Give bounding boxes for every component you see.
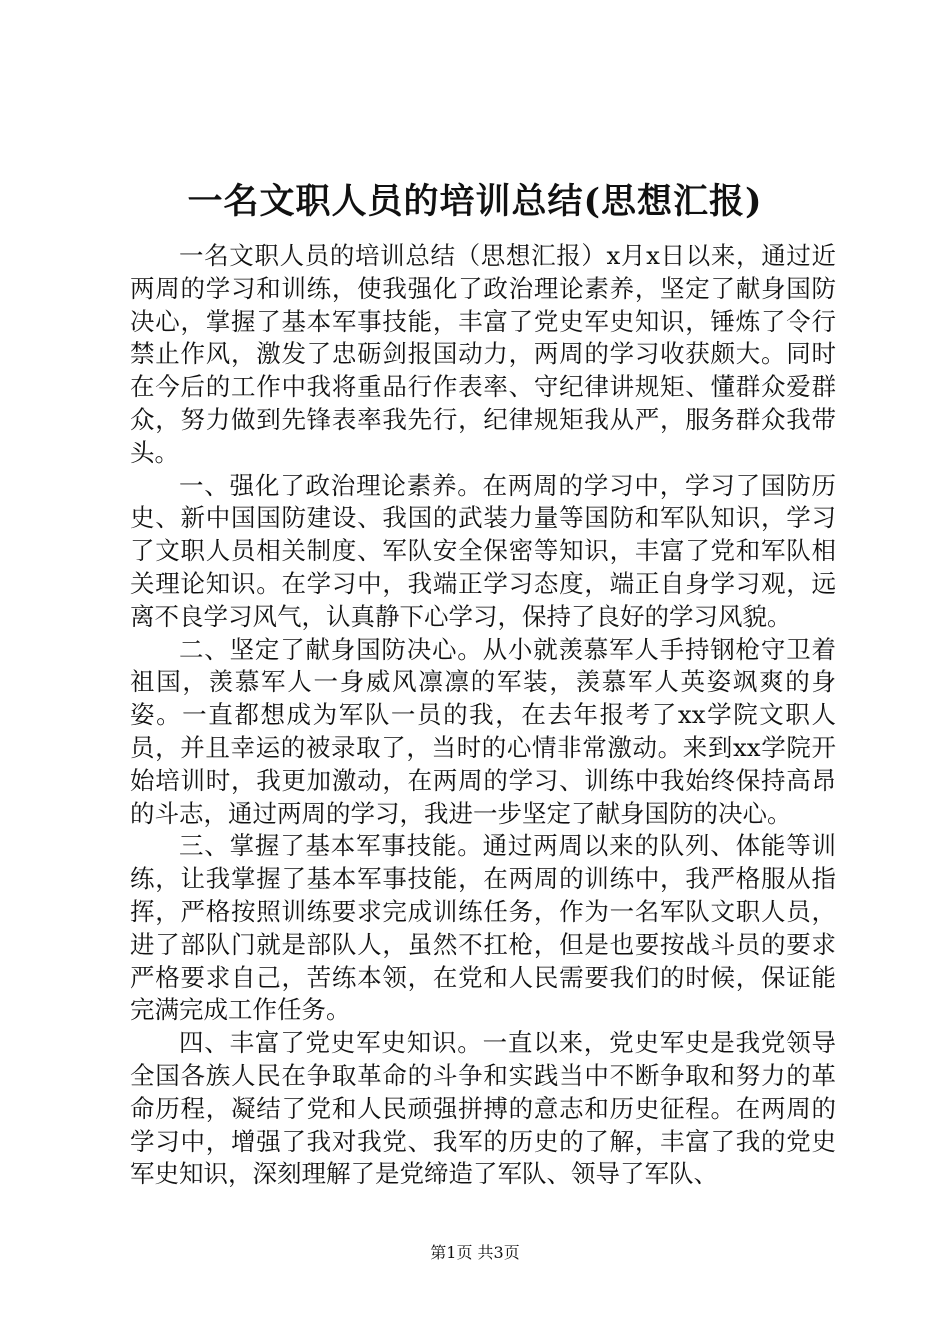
- page-number-footer: 第1页 共3页: [430, 1243, 520, 1262]
- paragraph-section-1: 一、强化了政治理论素养。在两周的学习中，学习了国防历史、新中国国防建设、我国的武装力量等国防和军队知识，学习了文职人员相关制度、军队安全保密等知识，丰富了党和军队相关理论知识。在学习中，我端正学习态度，端正自身学习观，远离不良学习风气，认真静下心学习，保持了良好的学习风貌。: [130, 470, 836, 631]
- paragraph-intro: 一名文职人员的培训总结（思想汇报）x月x日以来，通过近两周的学习和训练，使我强化了政治理论素养，坚定了献身国防决心，掌握了基本军事技能，丰富了党史军史知识，锤炼了令行禁止作风，激发了忠砺剑报国动力，两周的学习收获颇大。同时在今后的工作中我将重品行作表率、守纪律讲规矩、懂群众爱群众，努力做到先锋表率我先行，纪律规矩我从严，服务群众我带头。: [130, 241, 836, 467]
- paragraph-section-3: 三、掌握了基本军事技能。通过两周以来的队列、体能等训练，让我掌握了基本军事技能，在两周的训练中，我严格服从指挥，严格按照训练要求完成训练任务，作为一名军队文职人员，进了部队门就是部队人，虽然不扛枪，但是也要按战斗员的要求严格要求自己，苦练本领，在党和人民需要我们的时候，保证能完满完成工作任务。: [130, 831, 836, 1025]
- paragraph-section-2: 二、坚定了献身国防决心。从小就羡慕军人手持钢枪守卫着祖国，羡慕军人一身威风凛凛的军装，羡慕军人英姿飒爽的身姿。一直都想成为军队一员的我，在去年报考了xx学院文职人员，并且幸运的被录取了，当时的心情非常激动。来到xx学院开始培训时，我更加激动，在两周的学习、训练中我始终保持高昂的斗志，通过两周的学习，我进一步坚定了献身国防的决心。: [130, 634, 836, 828]
- document-body: [130, 240, 836, 1191]
- document-title: 一名文职人员的培训总结(思想汇报): [187, 181, 763, 222]
- paragraph-section-4: 四、丰富了党史军史知识。一直以来，党史军史是我党领导全国各族人民在争取革命的斗争和实践当中不断争取和努力的革命历程，凝结了党和人民顽强拼搏的意志和历史征程。在两周的学习中，增强了我对我党、我军的历史的了解，丰富了我的党史军史知识，深刻理解了是党缔造了军队、领导了军队、: [130, 1028, 836, 1189]
